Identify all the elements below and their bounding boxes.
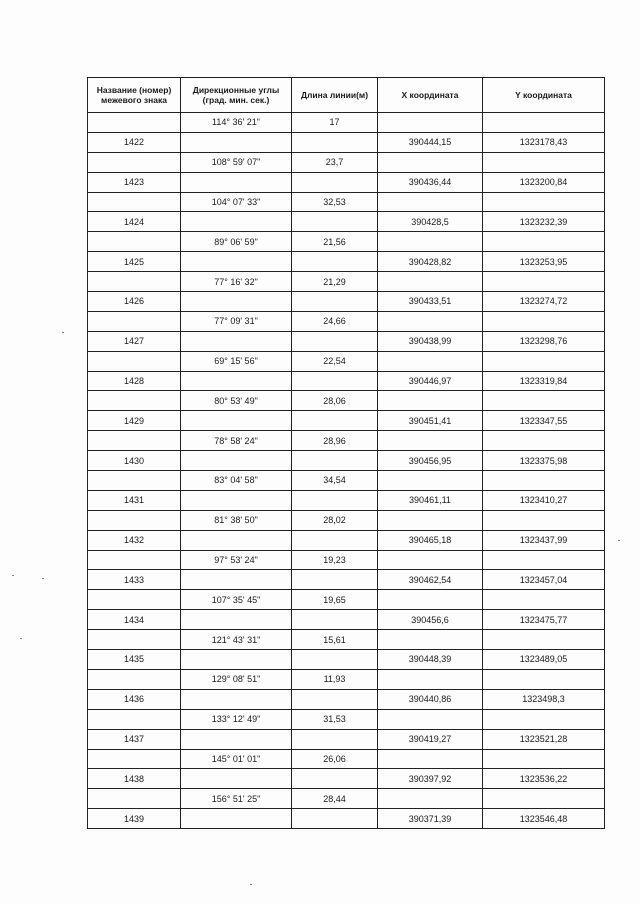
cell-x-coordinate bbox=[378, 311, 483, 331]
table-row bbox=[88, 232, 605, 252]
cell-line-length bbox=[292, 451, 378, 471]
table-row bbox=[88, 272, 605, 292]
cell-point-name: 1426 bbox=[88, 292, 181, 312]
cell-bearing-angle: 81° 38' 50" bbox=[181, 510, 292, 530]
table-row bbox=[88, 530, 605, 550]
cell-x-coordinate: 390371,39 bbox=[378, 809, 483, 829]
cell-point-name: 1439 bbox=[88, 809, 181, 829]
cell-line-length bbox=[292, 411, 378, 431]
cell-point-name: 1437 bbox=[88, 729, 181, 749]
cell-x-coordinate bbox=[378, 669, 483, 689]
cell-y-coordinate: 1323410,27 bbox=[483, 490, 605, 510]
cell-bearing-angle: 89° 06' 59" bbox=[181, 232, 292, 252]
cell-point-name: 1429 bbox=[88, 411, 181, 431]
table-row bbox=[88, 451, 605, 471]
cell-y-coordinate: 1323253,95 bbox=[483, 252, 605, 272]
header-bearing-angle: Дирекционные углы (град. мин. сек.) bbox=[181, 78, 292, 113]
cell-point-name: 1435 bbox=[88, 650, 181, 670]
boundary-coordinates-table bbox=[87, 77, 605, 829]
cell-y-coordinate bbox=[483, 789, 605, 809]
cell-bearing-angle bbox=[181, 769, 292, 789]
cell-bearing-angle bbox=[181, 132, 292, 152]
cell-line-length bbox=[292, 331, 378, 351]
cell-y-coordinate: 1323200,84 bbox=[483, 172, 605, 192]
cell-point-name bbox=[88, 789, 181, 809]
cell-y-coordinate bbox=[483, 192, 605, 212]
table-row bbox=[88, 331, 605, 351]
cell-bearing-angle: 104° 07' 33" bbox=[181, 192, 292, 212]
cell-bearing-angle: 121° 43' 31" bbox=[181, 630, 292, 650]
cell-point-name: 1425 bbox=[88, 252, 181, 272]
cell-bearing-angle bbox=[181, 610, 292, 630]
cell-point-name bbox=[88, 192, 181, 212]
cell-x-coordinate: 390456,6 bbox=[378, 610, 483, 630]
cell-line-length: 32,53 bbox=[292, 192, 378, 212]
cell-x-coordinate: 390456,95 bbox=[378, 451, 483, 471]
cell-point-name bbox=[88, 669, 181, 689]
table-row bbox=[88, 172, 605, 192]
cell-x-coordinate bbox=[378, 113, 483, 133]
table-row bbox=[88, 590, 605, 610]
cell-y-coordinate: 1323375,98 bbox=[483, 451, 605, 471]
table-row bbox=[88, 311, 605, 331]
cell-bearing-angle: 97° 53' 24" bbox=[181, 550, 292, 570]
cell-line-length: 17 bbox=[292, 113, 378, 133]
cell-bearing-angle bbox=[181, 292, 292, 312]
cell-bearing-angle: 77° 09' 31" bbox=[181, 311, 292, 331]
cell-point-name: 1431 bbox=[88, 490, 181, 510]
table-row bbox=[88, 471, 605, 491]
cell-line-length: 23,7 bbox=[292, 152, 378, 172]
table-row bbox=[88, 391, 605, 411]
cell-x-coordinate: 390397,92 bbox=[378, 769, 483, 789]
cell-point-name bbox=[88, 749, 181, 769]
cell-line-length: 15,61 bbox=[292, 630, 378, 650]
table-row bbox=[88, 510, 605, 530]
table-row bbox=[88, 252, 605, 272]
cell-bearing-angle bbox=[181, 371, 292, 391]
cell-x-coordinate bbox=[378, 192, 483, 212]
cell-line-length bbox=[292, 490, 378, 510]
cell-x-coordinate: 390428,82 bbox=[378, 252, 483, 272]
cell-point-name bbox=[88, 590, 181, 610]
cell-bearing-angle: 77° 16' 32" bbox=[181, 272, 292, 292]
table-row bbox=[88, 669, 605, 689]
table-row bbox=[88, 749, 605, 769]
cell-line-length bbox=[292, 610, 378, 630]
cell-y-coordinate bbox=[483, 232, 605, 252]
cell-line-length bbox=[292, 292, 378, 312]
cell-x-coordinate bbox=[378, 391, 483, 411]
cell-line-length: 26,06 bbox=[292, 749, 378, 769]
cell-line-length: 28,44 bbox=[292, 789, 378, 809]
table-row bbox=[88, 769, 605, 789]
cell-x-coordinate: 390451,41 bbox=[378, 411, 483, 431]
cell-point-name bbox=[88, 391, 181, 411]
cell-point-name bbox=[88, 431, 181, 451]
cell-point-name bbox=[88, 510, 181, 530]
cell-bearing-angle bbox=[181, 212, 292, 232]
table-header-row bbox=[88, 78, 605, 113]
scan-speck bbox=[12, 575, 14, 576]
cell-bearing-angle: 129° 08' 51" bbox=[181, 669, 292, 689]
cell-x-coordinate: 390440,86 bbox=[378, 689, 483, 709]
cell-point-name bbox=[88, 630, 181, 650]
cell-bearing-angle: 83° 04' 58" bbox=[181, 471, 292, 491]
cell-bearing-angle bbox=[181, 252, 292, 272]
table-body bbox=[88, 113, 605, 829]
cell-point-name: 1422 bbox=[88, 132, 181, 152]
table-row bbox=[88, 152, 605, 172]
cell-bearing-angle: 145° 01' 01" bbox=[181, 749, 292, 769]
cell-point-name bbox=[88, 272, 181, 292]
table-row bbox=[88, 292, 605, 312]
cell-y-coordinate bbox=[483, 431, 605, 451]
table-row bbox=[88, 411, 605, 431]
cell-bearing-angle bbox=[181, 570, 292, 590]
cell-y-coordinate bbox=[483, 351, 605, 371]
cell-y-coordinate bbox=[483, 471, 605, 491]
cell-x-coordinate: 390436,44 bbox=[378, 172, 483, 192]
cell-y-coordinate bbox=[483, 709, 605, 729]
table-row bbox=[88, 610, 605, 630]
cell-point-name: 1424 bbox=[88, 212, 181, 232]
cell-line-length: 11,93 bbox=[292, 669, 378, 689]
cell-y-coordinate: 1323298,76 bbox=[483, 331, 605, 351]
table-row bbox=[88, 490, 605, 510]
cell-x-coordinate: 390465,18 bbox=[378, 530, 483, 550]
cell-y-coordinate: 1323521,28 bbox=[483, 729, 605, 749]
cell-x-coordinate bbox=[378, 232, 483, 252]
table-row bbox=[88, 132, 605, 152]
cell-line-length bbox=[292, 689, 378, 709]
cell-x-coordinate bbox=[378, 431, 483, 451]
cell-y-coordinate: 1323546,48 bbox=[483, 809, 605, 829]
cell-y-coordinate bbox=[483, 113, 605, 133]
cell-x-coordinate bbox=[378, 510, 483, 530]
cell-bearing-angle: 114° 36' 21" bbox=[181, 113, 292, 133]
cell-x-coordinate bbox=[378, 789, 483, 809]
cell-x-coordinate bbox=[378, 351, 483, 371]
table-row bbox=[88, 709, 605, 729]
cell-bearing-angle: 69° 15' 56" bbox=[181, 351, 292, 371]
cell-y-coordinate: 1323489,05 bbox=[483, 650, 605, 670]
cell-line-length bbox=[292, 769, 378, 789]
cell-y-coordinate: 1323475,77 bbox=[483, 610, 605, 630]
cell-point-name: 1433 bbox=[88, 570, 181, 590]
cell-y-coordinate bbox=[483, 272, 605, 292]
scan-speck bbox=[250, 884, 252, 885]
cell-bearing-angle bbox=[181, 689, 292, 709]
cell-y-coordinate: 1323347,55 bbox=[483, 411, 605, 431]
cell-x-coordinate bbox=[378, 272, 483, 292]
cell-x-coordinate bbox=[378, 709, 483, 729]
scan-speck bbox=[20, 638, 22, 639]
cell-x-coordinate bbox=[378, 590, 483, 610]
cell-x-coordinate: 390419,27 bbox=[378, 729, 483, 749]
cell-y-coordinate: 1323437,99 bbox=[483, 530, 605, 550]
cell-point-name: 1428 bbox=[88, 371, 181, 391]
cell-x-coordinate: 390448,39 bbox=[378, 650, 483, 670]
cell-y-coordinate: 1323319,84 bbox=[483, 371, 605, 391]
cell-line-length bbox=[292, 570, 378, 590]
cell-line-length: 28,06 bbox=[292, 391, 378, 411]
cell-y-coordinate bbox=[483, 391, 605, 411]
header-line-length: Длина линии(м) bbox=[292, 78, 378, 113]
cell-bearing-angle bbox=[181, 530, 292, 550]
cell-bearing-angle bbox=[181, 411, 292, 431]
cell-line-length bbox=[292, 172, 378, 192]
cell-y-coordinate bbox=[483, 590, 605, 610]
cell-bearing-angle bbox=[181, 729, 292, 749]
cell-x-coordinate: 390438,99 bbox=[378, 331, 483, 351]
cell-line-length bbox=[292, 530, 378, 550]
cell-x-coordinate bbox=[378, 749, 483, 769]
cell-point-name: 1438 bbox=[88, 769, 181, 789]
cell-x-coordinate: 390433,51 bbox=[378, 292, 483, 312]
table-row bbox=[88, 113, 605, 133]
cell-line-length: 19,23 bbox=[292, 550, 378, 570]
cell-bearing-angle bbox=[181, 809, 292, 829]
cell-line-length: 24,66 bbox=[292, 311, 378, 331]
table-row bbox=[88, 550, 605, 570]
header-y-coordinate: Y координата bbox=[483, 78, 605, 113]
header-point-name: Название (номер) межевого знака bbox=[88, 78, 181, 113]
cell-y-coordinate: 1323498,3 bbox=[483, 689, 605, 709]
cell-point-name: 1427 bbox=[88, 331, 181, 351]
cell-y-coordinate bbox=[483, 630, 605, 650]
cell-line-length bbox=[292, 729, 378, 749]
cell-point-name: 1436 bbox=[88, 689, 181, 709]
cell-line-length bbox=[292, 371, 378, 391]
cell-bearing-angle: 80° 53' 49" bbox=[181, 391, 292, 411]
cell-line-length bbox=[292, 212, 378, 232]
table-row bbox=[88, 351, 605, 371]
cell-point-name: 1434 bbox=[88, 610, 181, 630]
cell-point-name bbox=[88, 709, 181, 729]
cell-line-length bbox=[292, 252, 378, 272]
cell-y-coordinate: 1323178,43 bbox=[483, 132, 605, 152]
cell-bearing-angle bbox=[181, 650, 292, 670]
cell-line-length: 21,29 bbox=[292, 272, 378, 292]
cell-bearing-angle: 156° 51' 25" bbox=[181, 789, 292, 809]
cell-y-coordinate bbox=[483, 311, 605, 331]
cell-line-length bbox=[292, 132, 378, 152]
cell-bearing-angle: 108° 59' 07" bbox=[181, 152, 292, 172]
cell-y-coordinate: 1323536,22 bbox=[483, 769, 605, 789]
cell-y-coordinate: 1323232,39 bbox=[483, 212, 605, 232]
cell-x-coordinate: 390461,11 bbox=[378, 490, 483, 510]
cell-bearing-angle bbox=[181, 451, 292, 471]
cell-x-coordinate: 390428,5 bbox=[378, 212, 483, 232]
cell-bearing-angle: 78° 58' 24" bbox=[181, 431, 292, 451]
header-x-coordinate: X координата bbox=[378, 78, 483, 113]
cell-line-length: 31,53 bbox=[292, 709, 378, 729]
cell-y-coordinate bbox=[483, 550, 605, 570]
cell-x-coordinate bbox=[378, 550, 483, 570]
cell-point-name: 1423 bbox=[88, 172, 181, 192]
cell-line-length bbox=[292, 650, 378, 670]
cell-line-length bbox=[292, 809, 378, 829]
cell-bearing-angle: 107° 35' 45" bbox=[181, 590, 292, 610]
cell-point-name bbox=[88, 232, 181, 252]
cell-bearing-angle: 133° 12' 49" bbox=[181, 709, 292, 729]
cell-y-coordinate bbox=[483, 749, 605, 769]
cell-point-name bbox=[88, 311, 181, 331]
cell-x-coordinate: 390446,97 bbox=[378, 371, 483, 391]
cell-x-coordinate: 390444,15 bbox=[378, 132, 483, 152]
table-row bbox=[88, 192, 605, 212]
scan-speck bbox=[42, 578, 44, 579]
cell-x-coordinate bbox=[378, 471, 483, 491]
cell-line-length: 28,96 bbox=[292, 431, 378, 451]
cell-line-length: 34,54 bbox=[292, 471, 378, 491]
table-row bbox=[88, 212, 605, 232]
scan-speck bbox=[62, 332, 64, 333]
cell-line-length: 21,56 bbox=[292, 232, 378, 252]
cell-point-name bbox=[88, 471, 181, 491]
cell-point-name bbox=[88, 550, 181, 570]
table-row bbox=[88, 371, 605, 391]
cell-point-name bbox=[88, 113, 181, 133]
cell-bearing-angle bbox=[181, 331, 292, 351]
cell-point-name: 1430 bbox=[88, 451, 181, 471]
table-row bbox=[88, 689, 605, 709]
table-row bbox=[88, 789, 605, 809]
cell-x-coordinate bbox=[378, 630, 483, 650]
cell-point-name: 1432 bbox=[88, 530, 181, 550]
scan-speck bbox=[618, 540, 620, 541]
table-row bbox=[88, 630, 605, 650]
cell-x-coordinate bbox=[378, 152, 483, 172]
cell-line-length: 28,02 bbox=[292, 510, 378, 530]
table-row bbox=[88, 729, 605, 749]
cell-line-length: 19,65 bbox=[292, 590, 378, 610]
cell-y-coordinate: 1323274,72 bbox=[483, 292, 605, 312]
cell-y-coordinate bbox=[483, 152, 605, 172]
table-row bbox=[88, 809, 605, 829]
cell-line-length: 22,54 bbox=[292, 351, 378, 371]
cell-bearing-angle bbox=[181, 172, 292, 192]
cell-point-name bbox=[88, 152, 181, 172]
cell-point-name bbox=[88, 351, 181, 371]
cell-x-coordinate: 390462,54 bbox=[378, 570, 483, 590]
cell-y-coordinate: 1323457,04 bbox=[483, 570, 605, 590]
table-row bbox=[88, 431, 605, 451]
cell-bearing-angle bbox=[181, 490, 292, 510]
cell-y-coordinate bbox=[483, 669, 605, 689]
table-row bbox=[88, 650, 605, 670]
table-row bbox=[88, 570, 605, 590]
cell-y-coordinate bbox=[483, 510, 605, 530]
